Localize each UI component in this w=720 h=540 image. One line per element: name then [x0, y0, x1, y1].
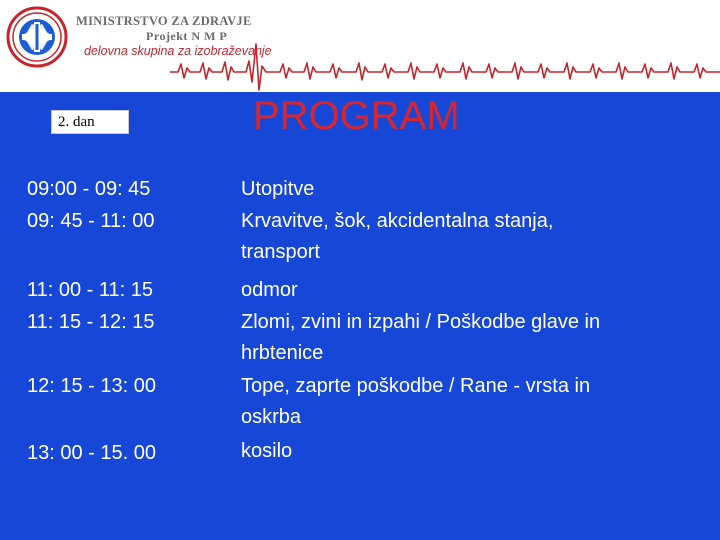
project-name: Projekt N M P [146, 29, 228, 43]
working-group-name: delovna skupina za izobraževanje [84, 44, 272, 58]
schedule-time: 09: 45 - 11: 00 [27, 210, 155, 232]
schedule-topic: Utopitve [241, 178, 315, 200]
schedule-topic: kosilo [241, 440, 293, 462]
page-title: PROGRAM [253, 94, 460, 138]
schedule-time: 13: 00 - 15. 00 [27, 442, 156, 464]
day-badge [51, 110, 129, 134]
day-label: 2. dan [58, 114, 95, 130]
schedule-time: 11: 15 - 12: 15 [27, 311, 155, 333]
schedule-time: 09:00 - 09: 45 [27, 178, 151, 200]
schedule-topic: Tope, zaprte poškodbe / Rane - vrsta in oskrba [241, 375, 591, 428]
schedule-time: 12: 15 - 13: 00 [27, 375, 156, 397]
schedule-time: 11: 00 - 11: 15 [27, 279, 154, 301]
schedule-topic: Zlomi, zvini in izpahi / Poškodbe glave in hrbtenice [241, 311, 601, 364]
ministry-name: MINISTRSTVO ZA ZDRAVJE [76, 14, 252, 28]
schedule-topic: odmor [241, 279, 298, 301]
schedule-topic: Krvavitve, šok, akcidentalna stanja, transport [241, 210, 554, 263]
